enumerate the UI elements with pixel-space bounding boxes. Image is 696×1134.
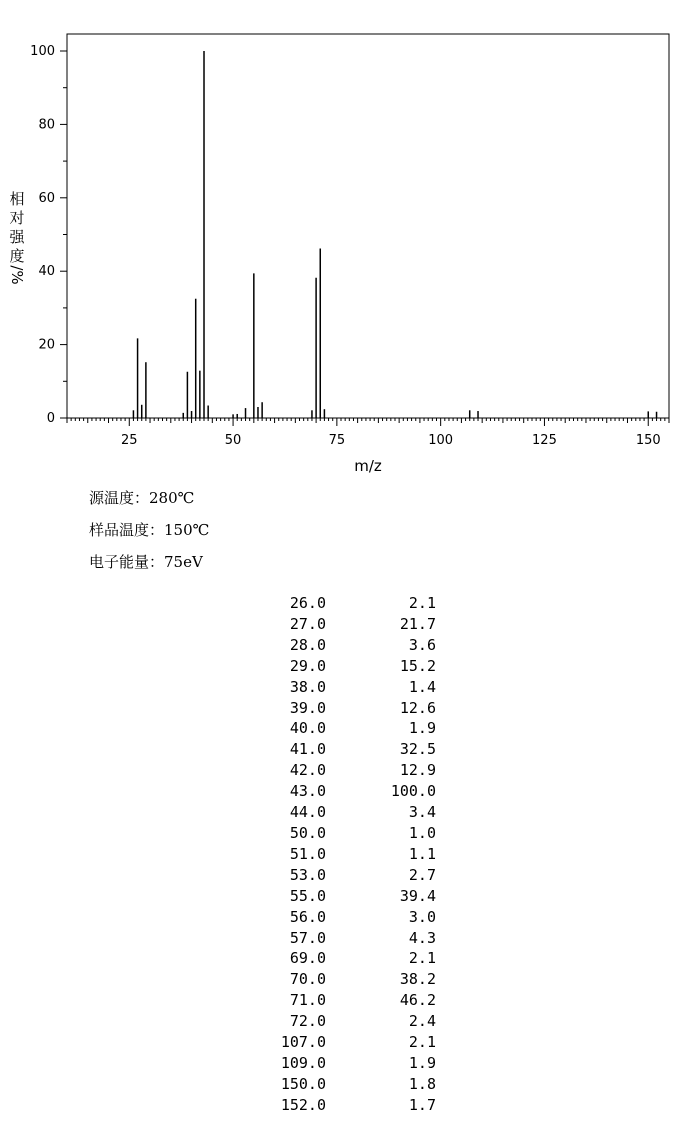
- table-row: [250, 865, 436, 886]
- intensity-cell: 15.2: [399, 656, 436, 675]
- mz-cell: 69.0: [289, 949, 326, 968]
- intensity-cell: 2.1: [408, 1033, 436, 1052]
- intensity-cell: 3.6: [408, 635, 436, 654]
- y-label-char: 度: [9, 247, 25, 265]
- table-row: [250, 781, 436, 802]
- mz-cell: 72.0: [289, 1012, 326, 1031]
- table-row: [250, 1095, 436, 1116]
- table-row: [250, 1053, 436, 1074]
- mz-cell: 29.0: [289, 656, 326, 675]
- mz-cell: 41.0: [289, 740, 326, 759]
- mz-cell: 44.0: [289, 803, 326, 822]
- mz-cell: 42.0: [289, 761, 326, 780]
- spectrum-peaks: [133, 51, 656, 418]
- mz-cell: 50.0: [289, 823, 326, 842]
- x-tick-label: 50: [224, 433, 242, 448]
- intensity-cell: 2.4: [408, 1012, 436, 1031]
- intensity-cell: 38.2: [399, 970, 436, 989]
- intensity-cell: 12.6: [399, 698, 436, 717]
- intensity-cell: 1.9: [408, 1053, 436, 1072]
- electron-energy: 电子能量：75eV: [89, 553, 203, 571]
- y-label-char: 强: [9, 228, 25, 246]
- table-row: [250, 823, 436, 844]
- table-row: [250, 614, 436, 635]
- intensity-cell: 1.8: [408, 1074, 436, 1093]
- table-row: [250, 656, 436, 677]
- intensity-cell: 46.2: [399, 991, 436, 1010]
- mass-spectrum-chart: [0, 0, 696, 480]
- y-label-char: 对: [9, 209, 25, 227]
- intensity-cell: 100.0: [390, 782, 436, 801]
- table-row: [250, 593, 436, 614]
- intensity-cell: 32.5: [399, 740, 436, 759]
- table-row: [250, 990, 436, 1011]
- table-row: [250, 948, 436, 969]
- x-tick-label: 100: [428, 433, 454, 448]
- y-tick-label: 0: [46, 411, 55, 426]
- intensity-cell: 1.1: [408, 844, 436, 863]
- mz-cell: 53.0: [289, 865, 326, 884]
- table-row: [250, 739, 436, 760]
- intensity-cell: 1.4: [408, 677, 436, 696]
- table-row: [250, 802, 436, 823]
- y-tick-label: 40: [38, 264, 55, 280]
- intensity-cell: 1.0: [408, 823, 436, 842]
- table-row: [250, 886, 436, 907]
- table-row: [250, 969, 436, 990]
- y-axis-label: [8, 190, 26, 285]
- mz-cell: 152.0: [280, 1095, 326, 1114]
- mz-cell: 56.0: [289, 907, 326, 926]
- mz-cell: 55.0: [289, 886, 326, 905]
- mz-cell: 71.0: [289, 991, 326, 1010]
- mz-cell: 38.0: [289, 677, 326, 696]
- mz-cell: 26.0: [289, 594, 326, 612]
- mz-cell: 27.0: [289, 614, 326, 633]
- x-tick-label: 25: [121, 433, 138, 448]
- x-axis-label: m/z: [354, 457, 382, 475]
- mz-cell: 70.0: [289, 970, 326, 989]
- table-row: [250, 718, 436, 739]
- table-row: [250, 677, 436, 698]
- table-row: [250, 698, 436, 719]
- table-row: [250, 1011, 436, 1032]
- mz-cell: 150.0: [280, 1074, 326, 1093]
- x-tick-label: 75: [328, 433, 346, 448]
- table-row: [250, 928, 436, 949]
- x-axis-ticks: [67, 418, 669, 448]
- intensity-cell: 2.7: [408, 865, 436, 884]
- y-axis-ticks: [30, 44, 67, 426]
- intensity-cell: 21.7: [399, 614, 436, 633]
- table-row: [250, 1032, 436, 1053]
- sample-temperature: 样品温度：150℃: [89, 521, 210, 539]
- x-tick-label: 150: [635, 433, 661, 448]
- intensity-cell: 1.9: [408, 719, 436, 738]
- y-label-char: 相: [9, 190, 25, 208]
- intensity-cell: 3.0: [408, 907, 436, 926]
- y-tick-label: 20: [38, 337, 55, 353]
- mz-cell: 109.0: [280, 1053, 326, 1072]
- source-temperature: 源温度：280℃: [89, 489, 195, 507]
- intensity-cell: 3.4: [408, 803, 436, 822]
- y-tick-label: 60: [38, 190, 55, 206]
- table-row: [250, 907, 436, 928]
- table-row: [250, 844, 436, 865]
- mz-cell: 39.0: [289, 698, 326, 717]
- y-label-unit: /%: [8, 265, 26, 285]
- mz-cell: 57.0: [289, 928, 326, 947]
- table-row: [250, 635, 436, 656]
- intensity-cell: 4.3: [408, 928, 436, 947]
- intensity-cell: 1.7: [408, 1095, 436, 1114]
- plot-frame: [67, 34, 669, 418]
- intensity-cell: 39.4: [399, 886, 436, 905]
- y-tick-label: 80: [38, 117, 55, 133]
- intensity-cell: 2.1: [408, 949, 436, 968]
- mz-cell: 28.0: [289, 635, 326, 654]
- mz-cell: 51.0: [289, 844, 326, 863]
- table-row: [250, 760, 436, 781]
- y-tick-label: 100: [30, 44, 55, 59]
- peak-table: [250, 593, 436, 1116]
- mz-cell: 43.0: [289, 782, 326, 801]
- x-tick-label: 125: [532, 433, 557, 448]
- table-row: [250, 1074, 436, 1095]
- mz-cell: 107.0: [280, 1033, 326, 1052]
- intensity-cell: 12.9: [399, 761, 436, 780]
- intensity-cell: 2.1: [408, 594, 436, 612]
- mz-cell: 40.0: [289, 719, 326, 738]
